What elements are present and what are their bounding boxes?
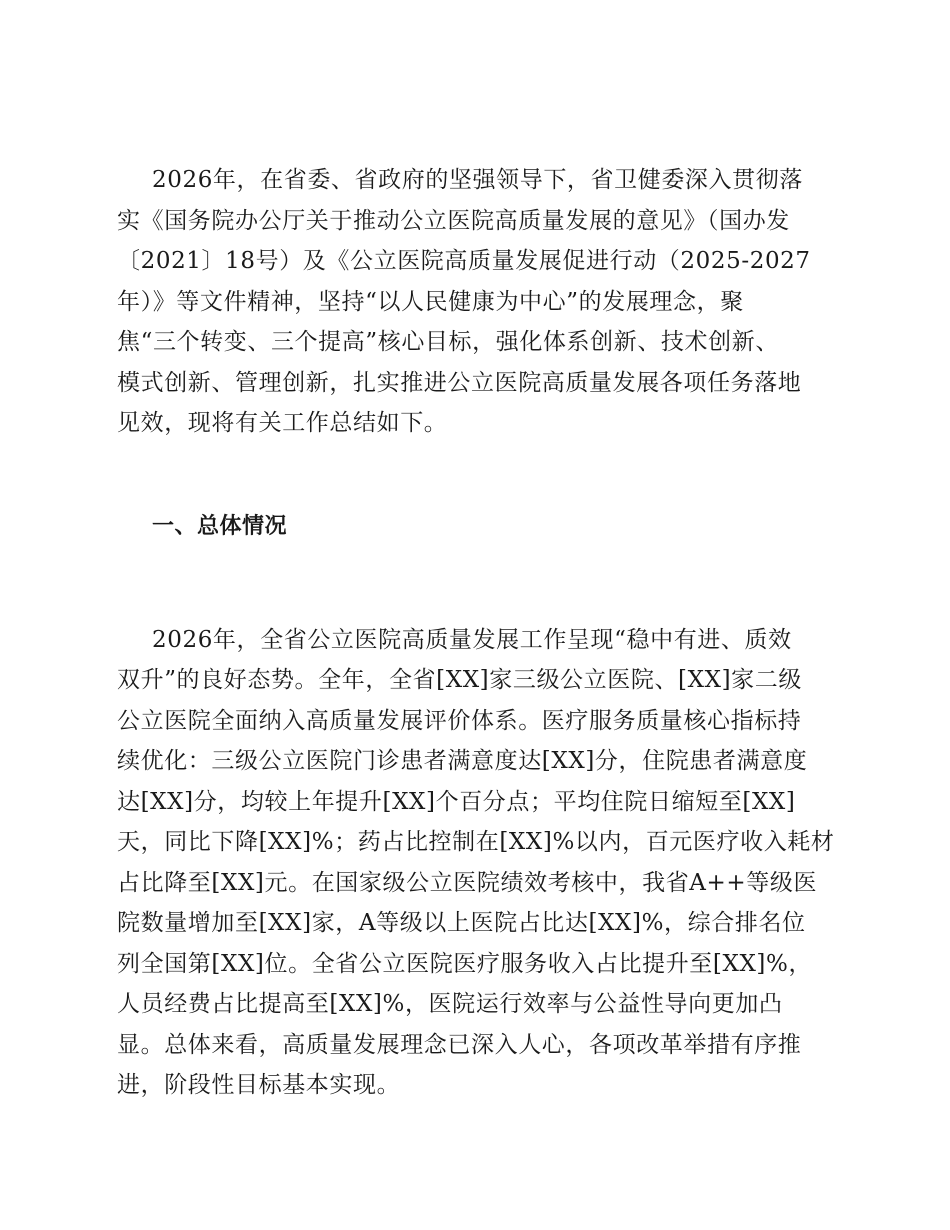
paragraph-spacer [117, 444, 837, 507]
paragraph-spacer [117, 547, 837, 620]
overview-paragraph: 2026年，全省公立医院高质量发展工作呈现“稳中有进、质效 双升”的良好态势。全年，全省[XX]家三级公立医院、[XX]家二级 公立医院全面纳入高质量发展评价体系。医疗服务质量核心指标持 续优化：三级公立医院门诊患者满意度达[XX]分，住院患者满意度 达[XX]分，均较上年提升[XX]个百分点；平均住院日缩短至[XX] 天，同比下降[XX]%；药占比控制在[XX]%以内，百元医疗收入耗材 占比降至[XX]元。在国家级公立医院绩效考核中，我省A++等级医 院数量增加至[XX]家，A等级以上医院占比达[XX]%，综合排名位 列全国第[XX]位。全省公立医院医疗服务收入占比提升至[XX]%， 人员经费占比提高至[XX]%，医院运行效率与公益性导向更加凸 显。总体来看，高质量发展理念已深入人心，各项改革举措有序推 进，阶段性目标基本实现。 [117, 626, 835, 1098]
intro-paragraph: 2026年，在省委、省政府的坚强领导下，省卫健委深入贯彻落 实《国务院办公厅关于推动公立医院高质量发展的意见》（国办发 〔2021〕18号）及《公立医院高质量发展促进行动（2025-2027 年）》等文件精神，坚持“以人民健康为中心”的发展理念，聚 焦“三个转变、三个提高”核心目标，强化体系创新、技术创新、 模式创新、管理创新，扎实推进公立医院高质量发展各项任务落地 见效，现将有关工作总结如下。 [117, 167, 811, 436]
section-heading-overview: 一、总体情况 [152, 513, 288, 539]
document-body [117, 160, 837, 1106]
